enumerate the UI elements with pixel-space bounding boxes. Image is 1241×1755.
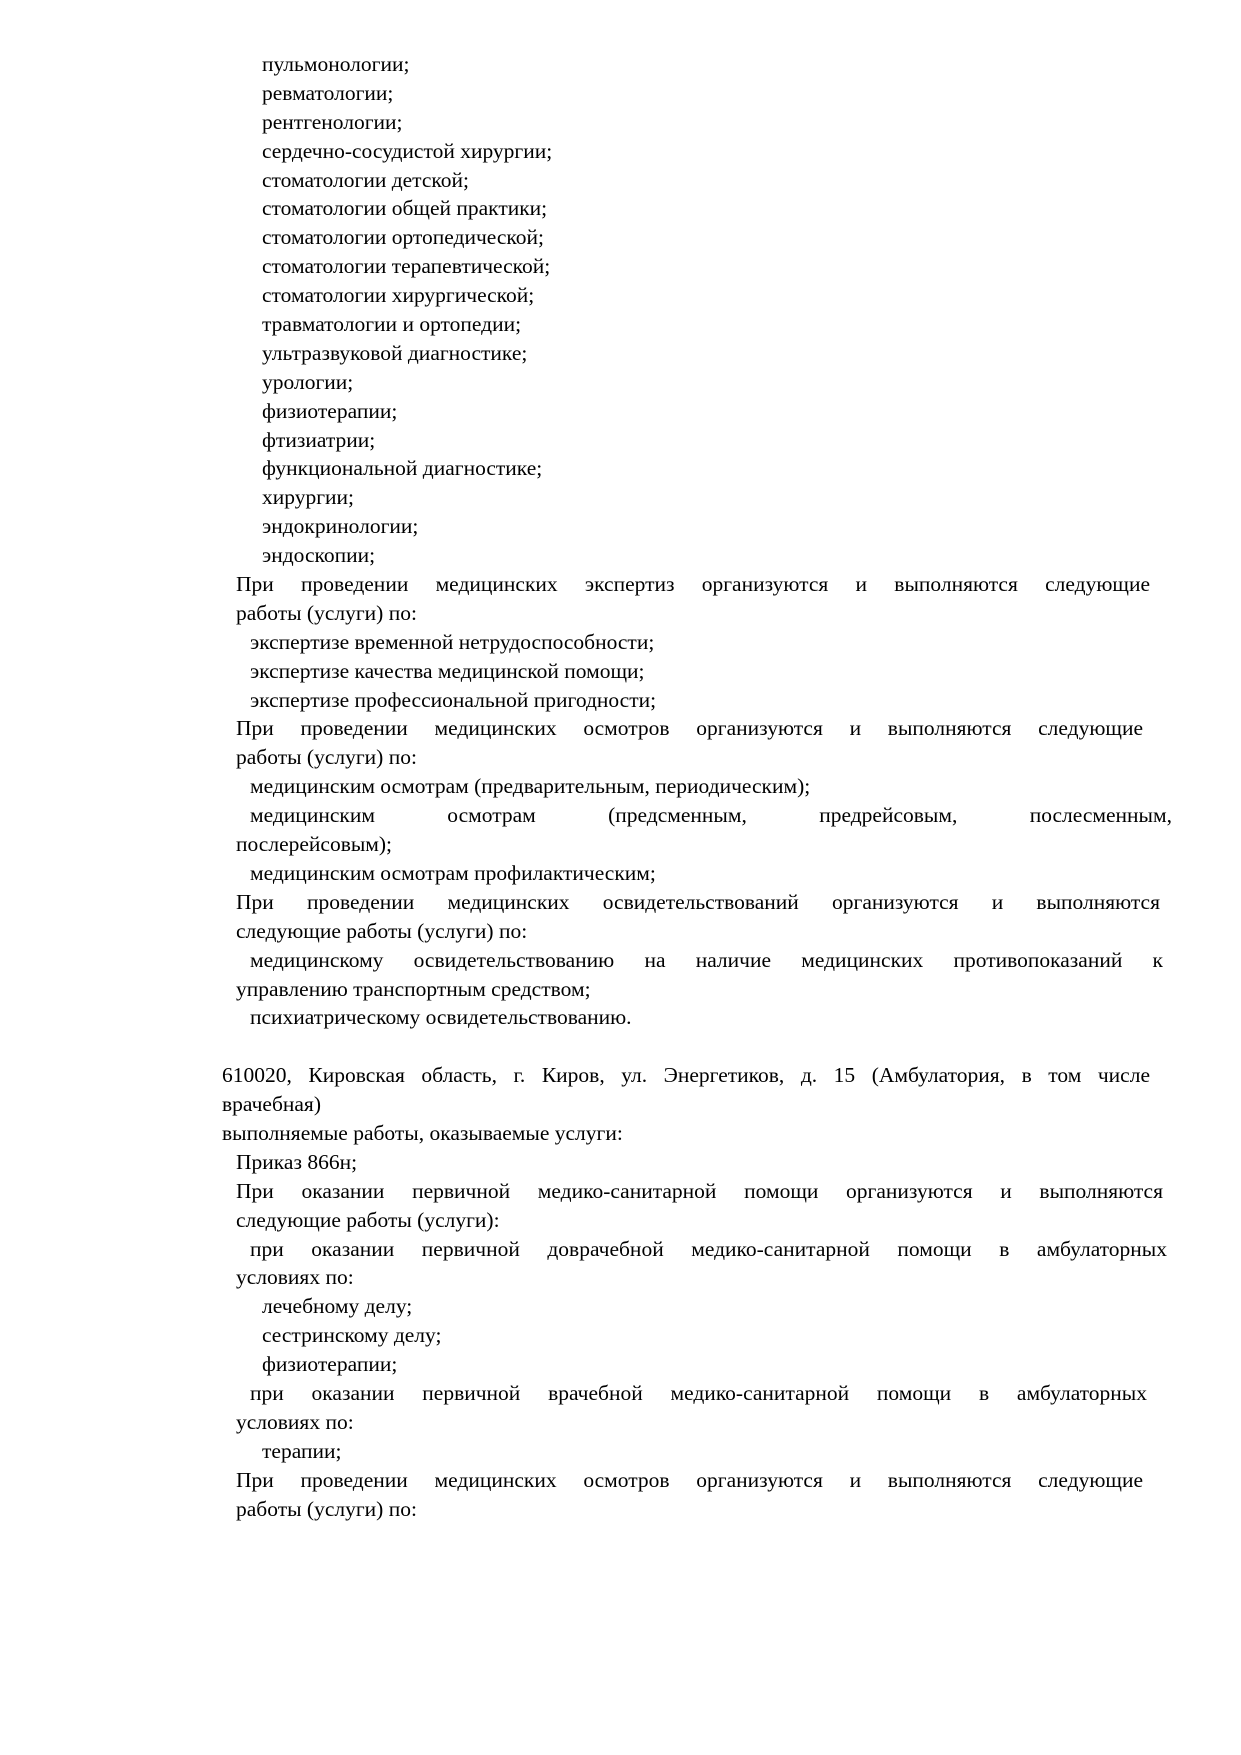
list-item: экспертизе временной нетрудоспособности; bbox=[250, 629, 655, 654]
list-item: ультразвуковой диагностике; bbox=[262, 340, 528, 365]
certifications-intro: При проведении медицинских освидетельствований организуются и выполняются bbox=[236, 889, 1160, 914]
examinations-intro: При проведении медицинских осмотров организуются и выполняются следующие bbox=[236, 716, 1143, 741]
address-line: 610020, Кировская область, г. Киров, ул. Энергетиков, д. 15 (Амбулатория, в том числе bbox=[222, 1063, 1150, 1088]
list-item: урологии; bbox=[262, 369, 354, 394]
address-line-continued: врачебная) bbox=[222, 1092, 321, 1117]
expertise-block bbox=[0, 570, 1241, 714]
list-item: медицинским осмотрам (предварительным, периодическим); bbox=[250, 774, 811, 799]
list-item: эндоскопии; bbox=[262, 543, 376, 568]
list-item: медицинским осмотрам (предсменным, предрейсовым, послесменным, bbox=[250, 803, 1172, 828]
primary-care-intro-continued: следующие работы (услуги): bbox=[236, 1207, 500, 1232]
list-item: экспертизе качества медицинской помощи; bbox=[250, 658, 645, 683]
examinations-block bbox=[0, 714, 1241, 887]
list-item: экспертизе профессиональной пригодности; bbox=[250, 687, 657, 712]
list-item: лечебному делу; bbox=[262, 1294, 413, 1319]
examinations-intro: При проведении медицинских осмотров организуются и выполняются следующие bbox=[236, 1467, 1143, 1492]
list-item-continued: послерейсовым); bbox=[236, 832, 393, 857]
list-item: функциональной диагностике; bbox=[262, 456, 543, 481]
prehospital-care-intro: при оказании первичной доврачебной медико-санитарной помощи в амбулаторных bbox=[250, 1236, 1167, 1261]
expertise-intro-continued: работы (услуги) по: bbox=[236, 600, 417, 625]
list-item: сестринскому делу; bbox=[262, 1323, 442, 1348]
expertise-intro: При проведении медицинских экспертиз организуются и выполняются следующие bbox=[236, 572, 1150, 597]
physician-care-intro-continued: условиях по: bbox=[236, 1409, 354, 1434]
list-item: стоматологии общей практики; bbox=[262, 196, 548, 221]
services-heading: выполняемые работы, оказываемые услуги: bbox=[222, 1120, 623, 1145]
list-item: медицинскому освидетельствованию на наличие медицинских противопоказаний к bbox=[250, 947, 1163, 972]
list-item-continued: управлению транспортным средством; bbox=[236, 976, 591, 1001]
certifications-intro-continued: следующие работы (услуги) по: bbox=[236, 918, 528, 943]
physician-care-intro: при оказании первичной врачебной медико-санитарной помощи в амбулаторных bbox=[250, 1380, 1147, 1405]
document-page bbox=[0, 50, 1241, 1523]
list-item: рентгенологии; bbox=[262, 109, 403, 134]
examinations-intro-continued: работы (услуги) по: bbox=[236, 745, 417, 770]
specialties-list bbox=[0, 50, 1241, 570]
list-item: хирургии; bbox=[262, 485, 355, 510]
certifications-block bbox=[0, 888, 1241, 1032]
address-block bbox=[0, 1061, 1241, 1177]
examinations-intro-continued: работы (услуги) по: bbox=[236, 1496, 417, 1521]
list-item: стоматологии хирургической; bbox=[262, 283, 535, 308]
list-item: медицинским осмотрам профилактическим; bbox=[250, 860, 656, 885]
list-item: психиатрическому освидетельствованию. bbox=[250, 1005, 632, 1030]
list-item: стоматологии ортопедической; bbox=[262, 225, 545, 250]
examinations-block-2 bbox=[0, 1466, 1241, 1524]
list-item: сердечно-сосудистой хирургии; bbox=[262, 138, 553, 163]
list-item: физиотерапии; bbox=[262, 398, 398, 423]
order-reference: Приказ 866н; bbox=[236, 1149, 358, 1174]
list-item: физиотерапии; bbox=[262, 1352, 398, 1377]
primary-care-block bbox=[0, 1177, 1241, 1466]
prehospital-care-intro-continued: условиях по: bbox=[236, 1265, 354, 1290]
list-item: фтизиатрии; bbox=[262, 427, 376, 452]
list-item: эндокринологии; bbox=[262, 514, 419, 539]
list-item: ревматологии; bbox=[262, 80, 394, 105]
section-gap bbox=[0, 1032, 1241, 1061]
list-item: травматологии и ортопедии; bbox=[262, 312, 522, 337]
list-item: терапии; bbox=[262, 1438, 342, 1463]
list-item: стоматологии терапевтической; bbox=[262, 254, 551, 279]
primary-care-intro: При оказании первичной медико-санитарной помощи организуются и выполняются bbox=[236, 1178, 1163, 1203]
list-item: пульмонологии; bbox=[262, 52, 410, 76]
list-item: стоматологии детской; bbox=[262, 167, 469, 192]
